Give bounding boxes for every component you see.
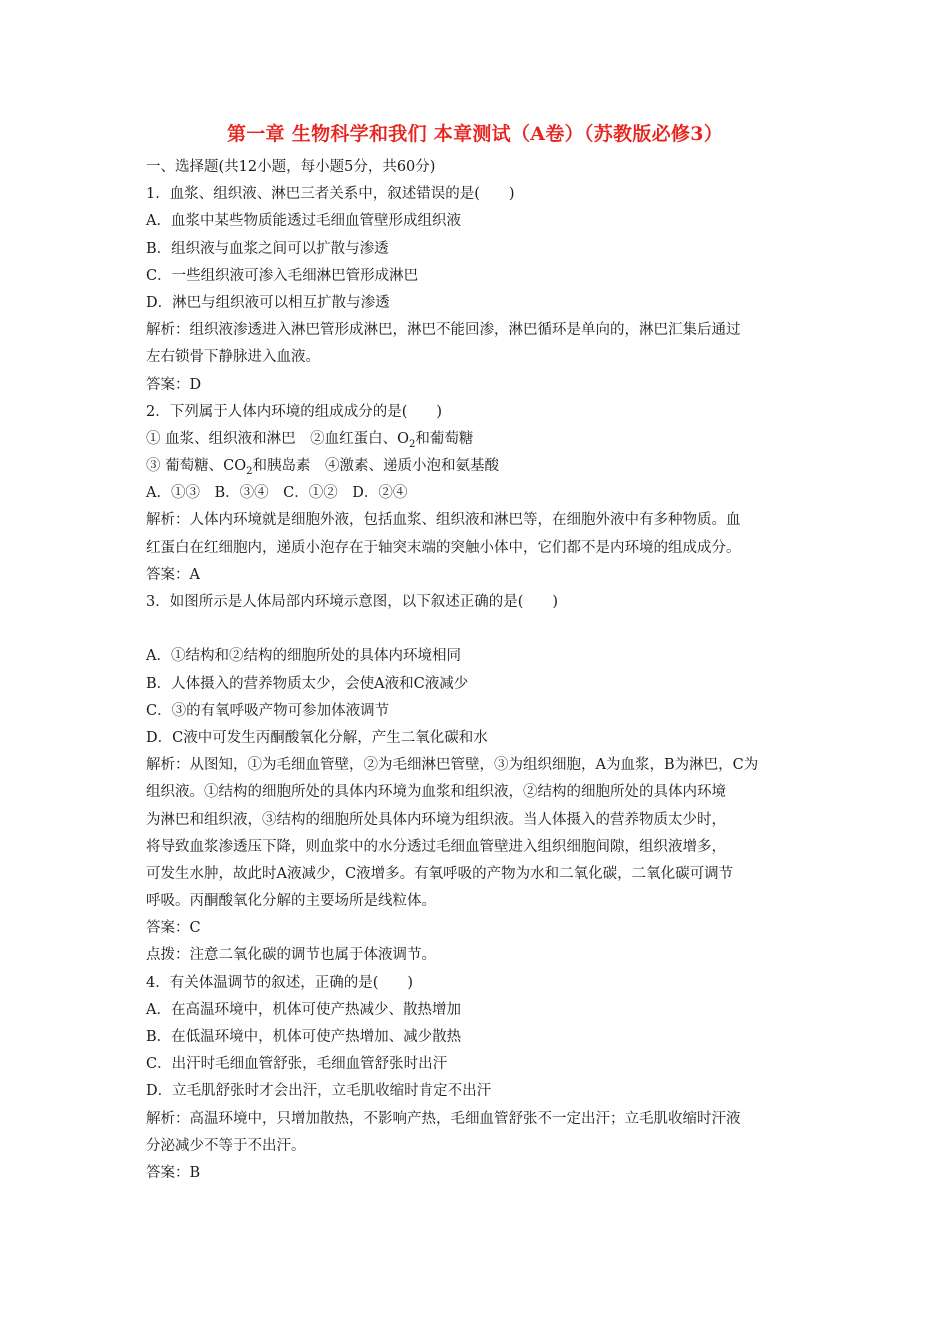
question-4-analysis-line-2: 分泌减少不等于不出汗。 [146, 1137, 306, 1154]
question-3-analysis-line-3: 为淋巴和组织液，③结构的细胞所处具体内环境为组织液。当人体摄入的营养物质太少时， [146, 811, 726, 828]
question-1-option-d: D．淋巴与组织液可以相互扩散与渗透 [146, 294, 390, 311]
question-2-choices: A．①③ B．③④ C．①② D．②④ [146, 485, 408, 502]
question-1-stem: 1．血浆、组织液、淋巴三者关系中，叙述错误的是( ) [146, 186, 515, 203]
question-3-figure-placeholder [146, 616, 826, 643]
question-2-items-3-4: ③ 葡萄糖、$CO_2$和胰岛素 ④激素、递质小泡和氨基酸 [146, 458, 499, 477]
question-2-analysis-line-1: 解析：人体内环境就是细胞外液，包括血浆、组织液和淋巴等，在细胞外液中有多种物质。血 [146, 512, 741, 529]
question-1-option-c: C．一些组织液可渗入毛细淋巴管形成淋巴 [146, 267, 419, 284]
question-1-option-b: B．组织液与血浆之间可以扩散与渗透 [146, 240, 389, 257]
question-1-answer: 答案：D [146, 376, 202, 393]
question-3-stem: 3．如图所示是人体局部内环境示意图，以下叙述正确的是( ) [146, 594, 559, 610]
question-4-stem: 4．有关体温调节的叙述，正确的是( ) [146, 974, 414, 991]
question-3-option-a: A．①结构和②结构的细胞所处的具体内环境相同 [146, 648, 461, 665]
question-2-answer: 答案：A [146, 566, 200, 583]
section-heading: 一、选择题(共12小题，每小题5分，共60分) [146, 159, 436, 175]
document-title: 第一章 生物科学和我们 本章测试（A卷）（苏教版必修3） [226, 123, 724, 145]
question-3-analysis-line-6: 呼吸。丙酮酸氧化分解的主要场所是线粒体。 [146, 893, 436, 910]
question-4-option-d: D．立毛肌舒张时才会出汗，立毛肌收缩时肯定不出汗 [146, 1083, 492, 1100]
question-2-items-1-2: ① 血浆、组织液和淋巴 ②血红蛋白、$O_2$和葡萄糖 [146, 430, 474, 450]
question-4-option-b: B．在低温环境中，机体可使产热增加、减少散热 [146, 1029, 462, 1045]
question-3-tip: 点拨：注意二氧化碳的调节也属于体液调节。 [146, 947, 436, 964]
question-4-option-a: A．在高温环境中，机体可使产热减少、散热增加 [146, 1001, 461, 1018]
question-3-analysis-line-2: 组织液。①结构的细胞所处的具体内环境为血浆和组织液，②结构的细胞所处的具体内环境 [146, 784, 726, 801]
question-1-option-a: A．血浆中某些物质能透过毛细血管壁形成组织液 [146, 213, 461, 230]
question-3-option-b: B．人体摄入的营养物质太少，会使A液和C液减少 [146, 675, 469, 692]
question-2-stem: 2．下列属于人体内环境的组成成分的是( ) [146, 403, 443, 420]
question-3-analysis-line-1: 解析：从图知，①为毛细血管壁，②为毛细淋巴管壁，③为组织细胞，A为血浆，B为淋巴，C为 [146, 757, 759, 774]
question-4-analysis-line-1: 解析：高温环境中，只增加散热，不影响产热，毛细血管舒张不一定出汗；立毛肌收缩时汗液 [146, 1110, 741, 1127]
question-3-analysis-line-5: 可发生水肿，故此时A液减少，C液增多。有氧呼吸的产物为水和二氧化碳，二氧化碳可调节 [146, 865, 734, 882]
question-3-answer: 答案：C [146, 920, 201, 937]
question-4-answer: 答案：B [146, 1164, 201, 1181]
document-body [146, 154, 826, 1187]
question-1-analysis-line-1: 解析：组织液渗透进入淋巴管形成淋巴，淋巴不能回渗，淋巴循环是单向的，淋巴汇集后通过 [146, 322, 741, 339]
question-1-analysis-line-2: 左右锁骨下静脉进入血液。 [146, 349, 320, 366]
question-3-option-d: D．C液中可发生丙酮酸氧化分解，产生二氧化碳和水 [146, 729, 488, 746]
question-2-analysis-line-2: 红蛋白在红细胞内，递质小泡存在于轴突末端的突触小体中，它们都不是内环境的组成成分。 [146, 539, 741, 556]
question-3-option-c: C．③的有氧呼吸产物可参加体液调节 [146, 702, 390, 719]
question-3-analysis-line-4: 将导致血浆渗透压下降，则血浆中的水分透过毛细血管壁进入组织细胞间隙，组织液增多， [146, 838, 726, 855]
question-4-option-c: C．出汗时毛细血管舒张，毛细血管舒张时出汗 [146, 1056, 448, 1073]
